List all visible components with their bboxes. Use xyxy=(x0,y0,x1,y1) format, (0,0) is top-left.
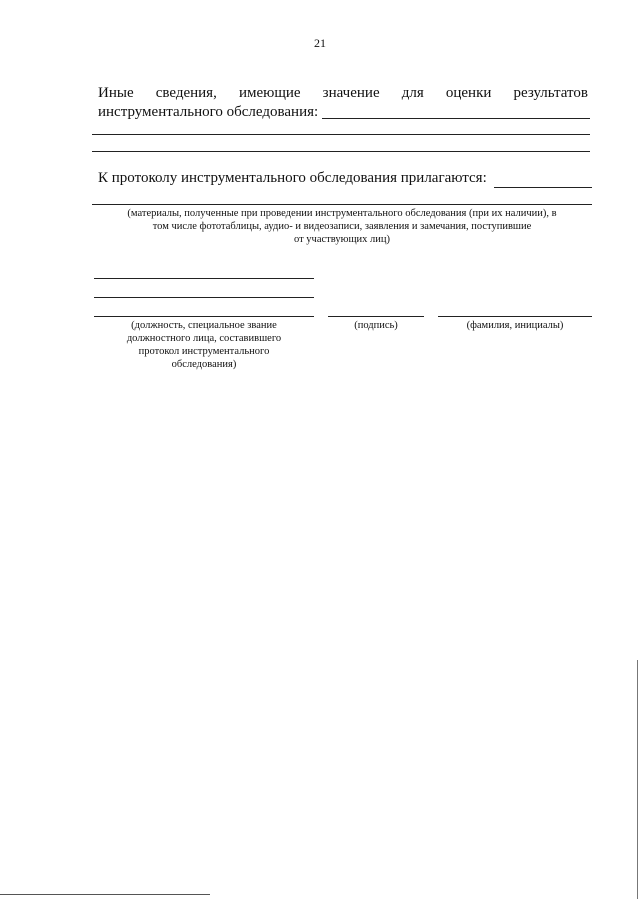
other-info-fill-line-2[interactable] xyxy=(92,134,590,135)
word: Иные xyxy=(98,85,134,101)
caption-line: (должность, специальное звание xyxy=(131,320,277,331)
word: оценки xyxy=(445,85,492,101)
signature-fill-line[interactable] xyxy=(328,316,424,317)
attachments-label: К протоколу инструментального обследования прилагаются: xyxy=(98,170,487,186)
note-line: (материалы, полученные при проведении инструментального обследования (при их наличии), в xyxy=(127,208,557,219)
other-info-paragraph xyxy=(98,84,588,122)
caption-line: должностного лица, составившего xyxy=(126,333,282,344)
name-fill-line[interactable] xyxy=(438,316,592,317)
other-info-fill-line[interactable] xyxy=(322,118,590,119)
scan-edge xyxy=(637,660,638,899)
other-info-line-2: инструментального обследования: xyxy=(98,104,319,120)
scan-edge xyxy=(0,894,210,895)
attachments-fill-line[interactable] xyxy=(494,187,592,188)
other-info-line-1 xyxy=(98,84,588,103)
attachments-note xyxy=(92,207,592,246)
position-fill-line-1[interactable] xyxy=(94,278,314,279)
attachments-fill-line-2[interactable] xyxy=(92,204,592,205)
caption-line: протокол инструментального xyxy=(138,346,270,357)
word: результатов xyxy=(513,85,588,101)
note-line: от участвующих лиц) xyxy=(293,234,390,245)
name-caption: (фамилия, инициалы) xyxy=(466,320,564,331)
page-number: 21 xyxy=(314,36,326,50)
word: сведения, xyxy=(155,85,217,101)
note-line: том числе фототаблицы, аудио- и видеозаписи, заявления и замечания, поступившие xyxy=(152,221,532,232)
other-info-fill-line-3[interactable] xyxy=(92,151,590,152)
caption-line: обследования) xyxy=(171,359,237,370)
word: значение xyxy=(322,85,380,101)
word: для xyxy=(401,85,424,101)
position-fill-line-3[interactable] xyxy=(94,316,314,317)
position-fill-line-2[interactable] xyxy=(94,297,314,298)
position-caption xyxy=(94,319,314,371)
signature-caption: (подпись) xyxy=(354,320,398,331)
word: имеющие xyxy=(238,85,301,101)
